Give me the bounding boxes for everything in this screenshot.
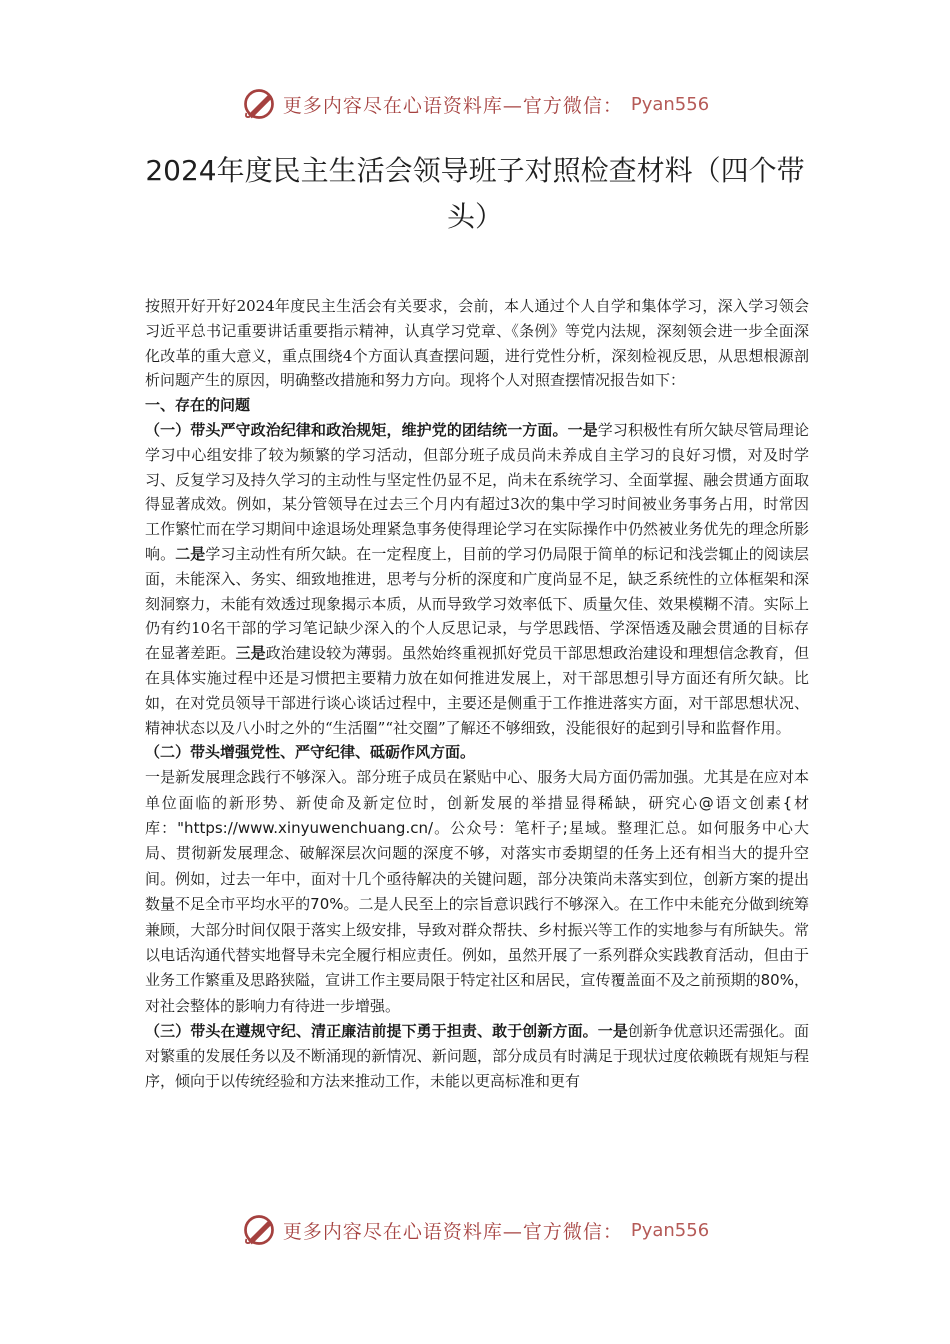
watermark-banner-bottom [0, 1210, 950, 1250]
watermark-text: 更多内容尽在心语资料库—官方微信： [282, 94, 623, 117]
part1-text3: 政治建设较为薄弱。虽然始终重视抓好党员干部思想政治建设和理想信念教育，但在具体实施过程中还是习惯把主要精力放在如何推进发展上，对干部思想引导方面还有所欠缺。比如，在对党员领导干部进行谈心谈话过程中，主要还是侧重于工作推进落实方面，对干部思想状况、精神状态以及八小时之外的“生活圈”“社交圈”了解还不够细致，没能很好的起到引导和监督作用。 [145, 644, 809, 737]
part1-text2: 学习主动性有所欠缺。在一定程度上，目前的学习仍局限于简单的标记和浅尝辄止的阅读层面，未能深入、务实、细致地推进，思考与分析的深度和广度尚显不足，缺乏系统性的立体框架和深刻洞察力，未能有效透过现象揭示本质，从而导致学习效率低下、质量欠佳、效果模糊不清。实际上仍有约10名干部的学习笔记缺少深入的个人反思记录，与学思践悟、学深悟透及融会贯通的目标存在显著差距。 [145, 544, 809, 663]
part1-mark2: 二是 [175, 544, 206, 563]
part3-heading: （三）带头在遵规守纪、清正廉洁前提下勇于担责、敢于创新方面。 [145, 1022, 598, 1041]
watermark-banner-top [0, 84, 950, 124]
intro-paragraph: 按照开好开好2024年度民主生活会有关要求，会前，本人通过个人自学和集体学习，深入学习领会习近平总书记重要讲话重要指示精神，认真学习党章、《条例》等党内法规，深刻领会进一步全面深化改革的重大意义，重点围绕4个方面认真查摆问题，进行党性分析，深刻检视反思，从思想根源剖析问题产生的原因，明确整改措施和努力方向。现将个人对照查摆情况报告如下： [145, 297, 809, 390]
document-title: 2024年度民主生活会领导班子对照检查材料（四个带头） [145, 154, 805, 233]
part1-text1: 学习积极性有所欠缺尽管局理论学习中心组安排了较为频繁的学习活动，但部分班子成员尚未养成自主学习的良好习惯，对及时学习、反复学习及持久学习的主动性与坚定性仍显不足，尚未在系统学习、全面掌握、融会贯通方面取得显著成效。例如，某分管领导在过去三个月内有超过3次的集中学习时间被业务事务占用，时常因工作繁忙而在学习期间中途退场处理紧急事务使得理论学习在实际操作中仍然被业务优先的理念所影响。 [145, 420, 809, 563]
part2-text: 一是新发展理念践行不够深入。部分班子成员在紧贴中心、服务大局方面仍需加强。尤其是在应对本单位面临的新形势、新使命及新定位时，创新发展的举措显得稀缺，研究心@语文创素{材库："https://www.xinyuwenchuang.cn/。公众号：笔杆子;星域。整理汇总。如何服务中心大局、贯彻新发展理念、破解深层次问题的深度不够，对落实市委期望的任务上还有相当大的提升空间。例如，过去一年中，面对十几个亟待解决的关键问题，部分决策尚未落实到位，创新方案的提出数量不足全市平均水平的70%。二是人民至上的宗旨意识践行不够深入。在工作中未能充分做到统筹兼顾，大部分时间仅限于落实上级安排，导致对群众帮扶、乡村振兴等工作的实地参与有所缺失。常以电话沟通代替实地督导未完全履行相应责任。例如，虽然开展了一系列群众实践教育活动，但由于业务工作繁重及思路狭隘，宣讲工作主要局限于特定社区和居民，宣传覆盖面不及之前预期的80%，对社会整体的影响力有待进一步增强。 [145, 768, 809, 1015]
part3-mark1: 一是 [597, 1022, 628, 1041]
part1-mark1: 一是 [567, 420, 598, 439]
part2-heading: （二）带头增强党性、严守纪律、砥砺作风方面。 [145, 743, 476, 762]
part3-paragraph [145, 1019, 809, 1093]
pen-logo-icon [241, 1212, 277, 1248]
watermark-text: 更多内容尽在心语资料库—官方微信： [282, 1220, 623, 1243]
watermark-id: Pyan556 [630, 1219, 710, 1241]
pen-logo-icon [241, 86, 277, 122]
document-body [145, 294, 809, 1094]
part3-text1: 创新争优意识还需强化。面对繁重的发展任务以及不断涌现的新情况、新问题，部分成员有时满足于现状过度依赖既有规矩与程序，倾向于以传统经验和方法来推动工作，未能以更高标准和更有 [145, 1022, 809, 1090]
watermark-id: Pyan556 [630, 93, 710, 115]
section-heading: 一、存在的问题 [145, 396, 251, 415]
part1-heading: （一）带头严守政治纪律和政治规矩，维护党的团结统一方面。 [145, 420, 568, 439]
part1-paragraph [145, 418, 809, 740]
part1-mark3: 三是 [235, 644, 266, 663]
